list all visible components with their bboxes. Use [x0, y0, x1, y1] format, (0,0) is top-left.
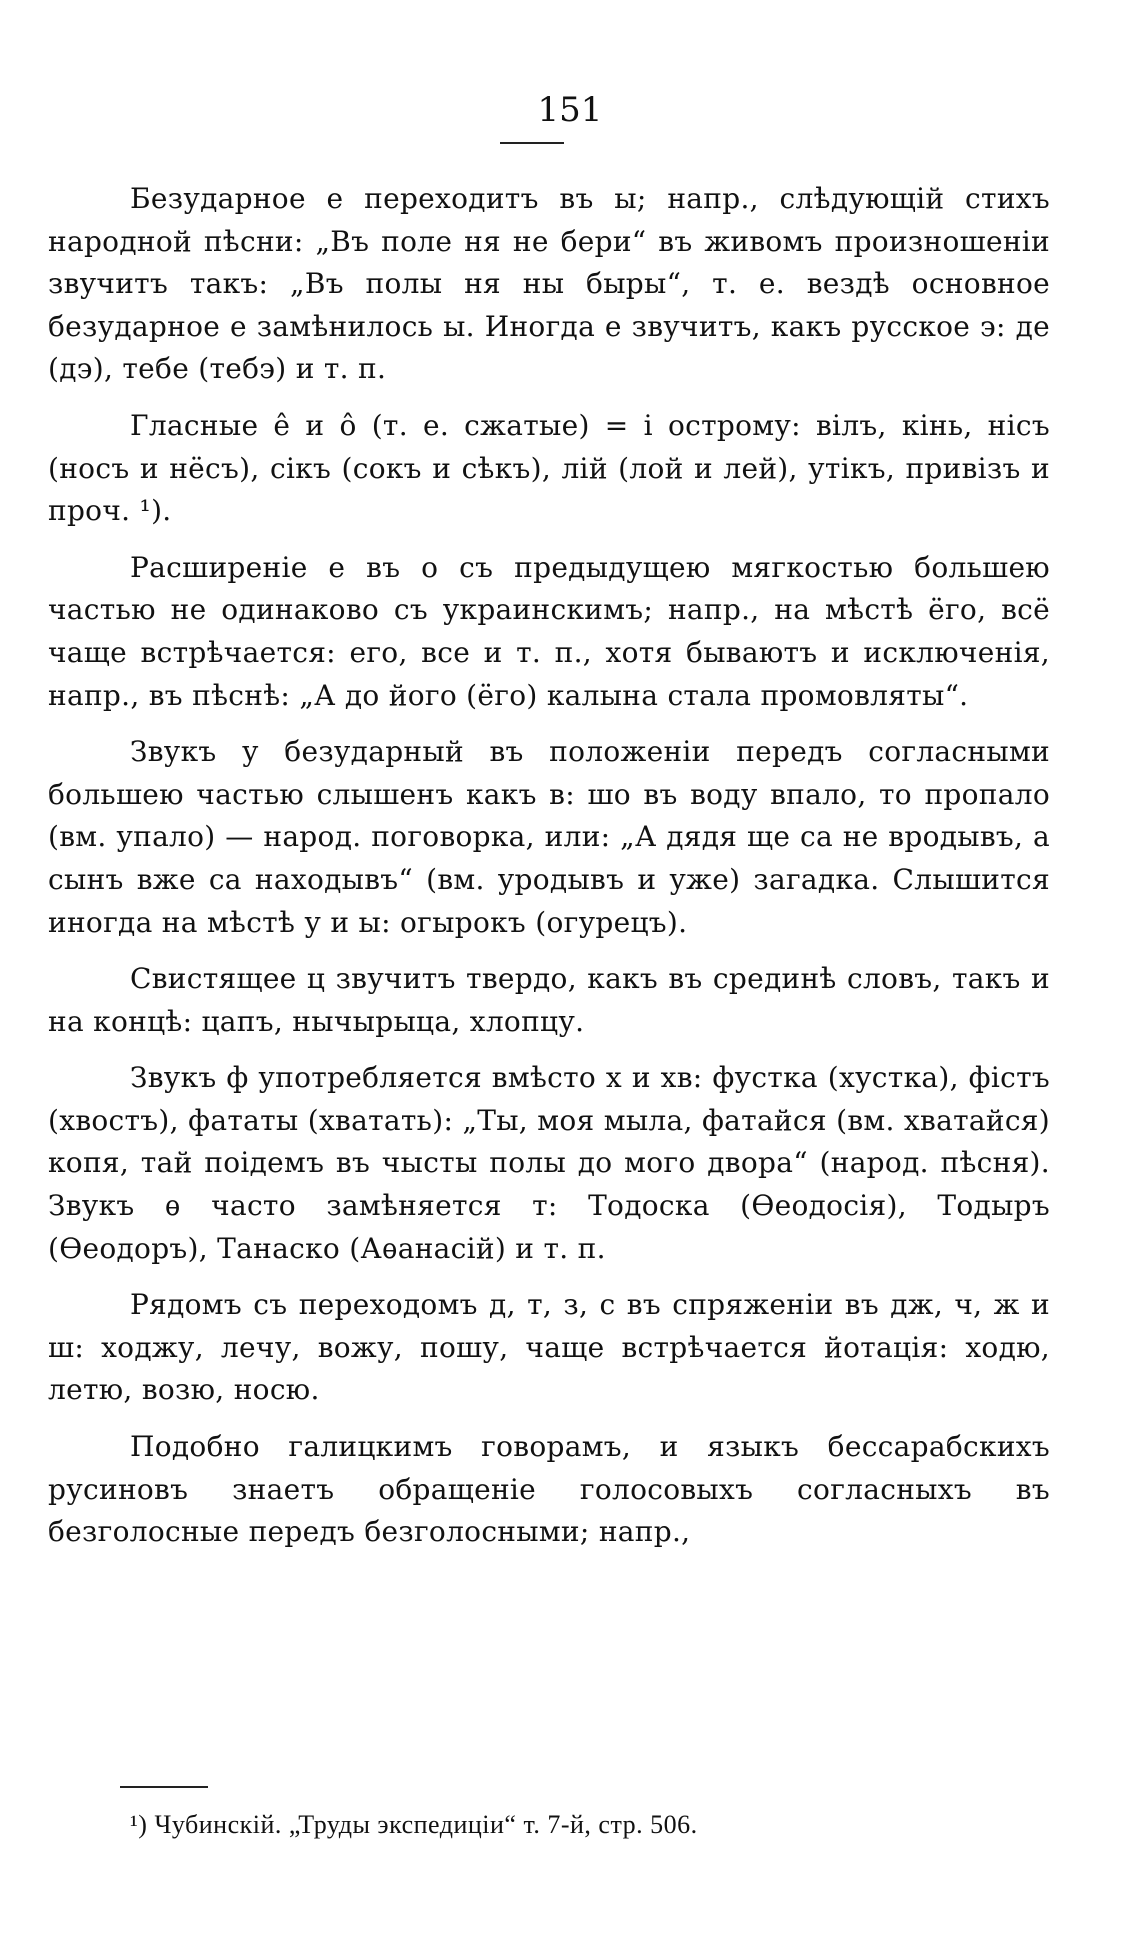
- paragraph: Звукъ ф употребляется вмѣсто х и хв: фустка (хустка), фістъ (хвостъ), фататы (хватать): „Ты, моя мыла, фатайся (вм. хватайся) копя, тай поідемъ въ чысты полы до мого двора“ (народ. пѣсня). Звукъ ѳ часто замѣняется т: Тодоска (Ѳеодосія), Тодыръ (Ѳеодоръ), Танаско (Аѳанасій) и т. п.: [48, 1061, 1050, 1265]
- page-number-underline: [500, 142, 564, 144]
- body-text: [48, 178, 1050, 1568]
- paragraph: Безударное е переходитъ въ ы; напр., слѣдующій стихъ народной пѣсни: „Въ поле ня не бери“ въ живомъ произношеніи звучитъ такъ: „Въ полы ня ны быры“, т. е. вездѣ основное безударное е замѣнилось ы. Иногда е звучитъ, какъ русское э: де (дэ), тебе (тебэ) и т. п.: [48, 182, 1050, 386]
- paragraph: Звукъ у безударный въ положеніи передъ согласными большею частью слышенъ какъ в: шо въ воду впало, то пропало (вм. упало) — народ. поговорка, или: „А дядя ще са не вродывъ, а сынъ вже са находывъ“ (вм. уродывъ и уже) загадка. Слышится иногда на мѣстѣ у и ы: огырокъ (огурецъ).: [48, 735, 1050, 939]
- footnote-separator: [120, 1786, 208, 1788]
- paragraph: Расширеніе е въ о съ предыдущею мягкостью большею частью не одинаково съ украинскимъ; напр., на мѣстѣ ёго, всё чаще встрѣчается: его, все и т. п., хотя бываютъ и исключенія, напр., въ пѣснѣ: „А до його (ёго) калына стала промовляты“.: [48, 550, 1050, 712]
- paragraph: Подобно галицкимъ говорамъ, и языкъ бессарабскихъ русиновъ знаетъ обращеніе голосовыхъ согласныхъ въ безголосные передъ безголосными; напр.,: [48, 1430, 1050, 1549]
- paragraph: Рядомъ съ переходомъ д, т, з, с въ спряженіи въ дж, ч, ж и ш: ходжу, лечу, вожу, пошу, чаще встрѣчается йотація: ходю, летю, возю, носю.: [48, 1288, 1050, 1407]
- page-number: 151: [537, 90, 603, 130]
- footnote: ¹) Чубинскій. „Труды экспедиціи“ т. 7-й, стр. 506.: [130, 1810, 698, 1839]
- paragraph: Гласные ê и ô (т. е. сжатые) = і острому: вілъ, кінь, нісъ (носъ и нёсъ), сікъ (сокъ и сѣкъ), лій (лой и лей), утікъ, привізъ и проч. ¹).: [48, 408, 1050, 528]
- paragraph: Свистящее ц звучитъ твердо, какъ въ срединѣ словъ, такъ и на концѣ: цапъ, нычырыца, хлопцу.: [48, 962, 1050, 1038]
